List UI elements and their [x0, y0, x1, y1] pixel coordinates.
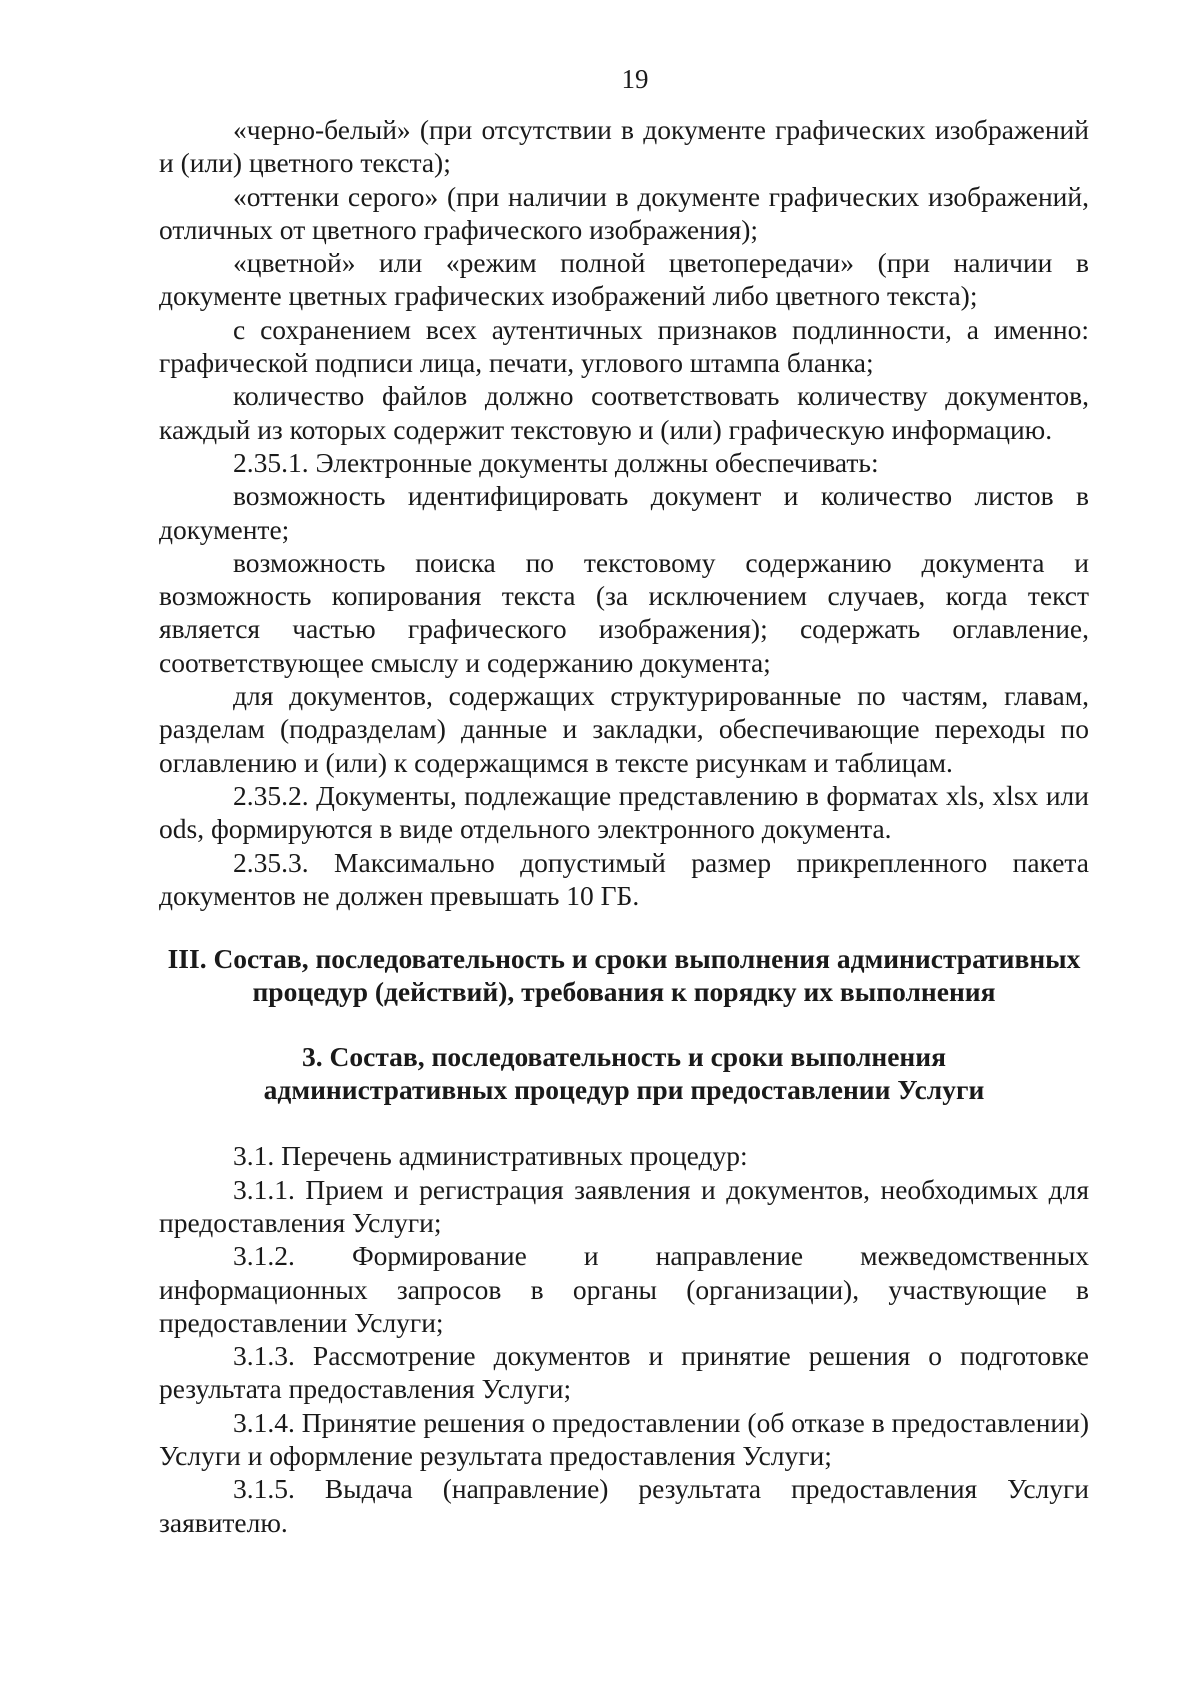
paragraph: «оттенки серого» (при наличии в документе графических изображений, отличных от цветного графического изображения); [159, 180, 1089, 245]
paragraph: 3.1.4. Принятие решения о предоставлении (об отказе в предоставлении) Услуги и оформление результата предоставления Услуги; [159, 1406, 1089, 1471]
page-number: 19 [621, 64, 649, 94]
paragraph: «цветной» или «режим полной цветопередачи» (при наличии в документе цветных графических изображений либо цветного текста); [159, 247, 1089, 312]
paragraph: для документов, содержащих структурированные по частям, главам, разделам (подразделам) данные и закладки, обеспечивающие переходы по оглавлению и (или) к содержащимся в тексте рисункам и таблицам. [159, 680, 1089, 778]
subsection-heading-line: административных процедур при предоставлении Услуги [263, 1074, 985, 1106]
paragraph: 3.1.2. Формирование и направление межведомственных информационных запросов в органы (организации), участвующие в предоставлении Услуги; [159, 1240, 1089, 1338]
section-heading [159, 942, 1089, 1009]
paragraph: 2.35.1. Электронные документы должны обеспечивать: [233, 446, 879, 478]
subsection-heading [159, 1040, 1089, 1107]
paragraph: возможность идентифицировать документ и количество листов в документе; [159, 480, 1089, 545]
subsection-heading-line: 3. Состав, последовательность и сроки выполнения [302, 1040, 946, 1072]
paragraph: «черно-белый» (при отсутствии в документе графических изображений и (или) цветного текста); [159, 114, 1089, 179]
paragraph: возможность поиска по текстовому содержанию документа и возможность копирования текста (за исключением случаев, когда текст является частью графического изображения); содержать оглавление, соответствующее смыслу и содержанию документа; [159, 546, 1089, 678]
paragraph: с сохранением всех аутентичных признаков подлинности, а именно: графической подписи лица, печати, углового штампа бланка; [159, 313, 1089, 379]
section-heading-line: процедур (действий), требования к порядку их выполнения [252, 976, 996, 1008]
paragraph: 3.1. Перечень административных процедур: [233, 1140, 748, 1172]
paragraph: 2.35.2. Документы, подлежащие представлению в форматах xls, xlsx или ods, формируются в виде отдельного электронного документа. [159, 779, 1089, 845]
section-heading-line: III. Состав, последовательность и сроки выполнения административных [167, 943, 1081, 975]
paragraph: 3.1.1. Прием и регистрация заявления и документов, необходимых для предоставления Услуги; [159, 1173, 1089, 1238]
paragraph: количество файлов должно соответствовать количеству документов, каждый из которых содержит текстовую и (или) графическую информацию. [159, 380, 1089, 445]
paragraph: 2.35.3. Максимально допустимый размер прикрепленного пакета документов не должен превышать 10 ГБ. [159, 846, 1089, 911]
document-body [159, 113, 1089, 1539]
paragraph: 3.1.5. Выдача (направление) результата предоставления Услуги заявителю. [159, 1473, 1089, 1538]
paragraph: 3.1.3. Рассмотрение документов и принятие решения о подготовке результата предоставления Услуги; [159, 1340, 1089, 1405]
